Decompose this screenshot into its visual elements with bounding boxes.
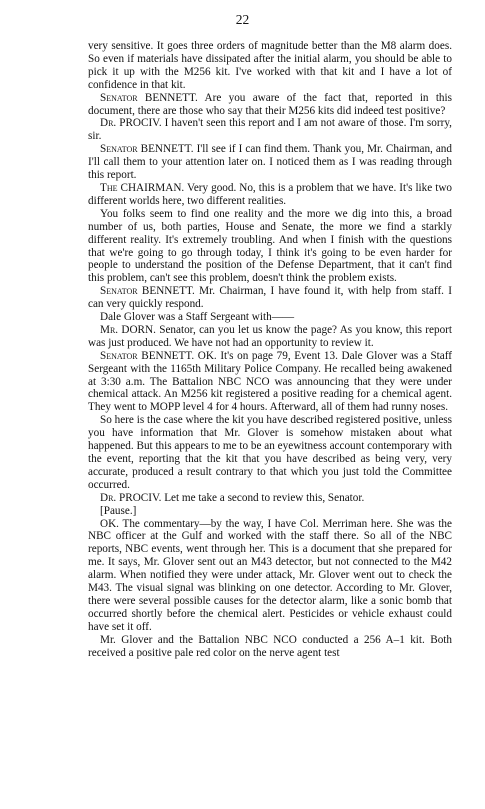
speaker-name: Senator BENNETT. — [100, 91, 198, 104]
paragraph — [88, 208, 452, 285]
paragraph — [88, 117, 452, 143]
paragraph — [88, 634, 452, 660]
paragraph — [88, 518, 452, 634]
speaker-name: Dr. PROCIV. — [100, 117, 162, 130]
paragraph-text: You folks seem to find one reality and the more we dig into this, a broad number of us, both parties, House and Senate, the more we find a starkly different reality. It's extremely troubling. And when I finish with the questions that we're going to go through today, I think it's going to be even harder for people to understand the position of the Defense Department, that it can't find this problem, can't see this problem, doesn't think the problem exists. — [88, 207, 452, 285]
paragraph — [88, 350, 452, 415]
speaker-name: Mr. DORN. — [100, 323, 156, 336]
paragraph — [88, 143, 452, 182]
paragraph-text: very sensitive. It goes three orders of magnitude better than the M8 alarm does. So even if materials have dissipated after the initial alarm, you should be able to pick it up with the M256 kit. I've worked with that kit and I have a lot of confidence in that kit. — [88, 40, 452, 91]
paragraph — [88, 182, 452, 208]
paragraph-text: I haven't seen this report and I am not aware of those. I'm sorry, sir. — [88, 117, 452, 143]
paragraph-text: Let me take a second to review this, Senator. — [161, 491, 365, 504]
speaker-name: Senator BENNETT. — [100, 349, 195, 362]
paragraph — [88, 414, 452, 491]
page-number: 22 — [235, 12, 250, 27]
paragraph-text: Mr. Glover and the Battalion NBC NCO conducted a 256 A–1 kit. Both received a positive pale red color on the nerve agent test — [88, 633, 452, 659]
speaker-name: Senator BENNETT. — [100, 143, 194, 156]
paragraph-text: I'll see if I can find them. Thank you, Mr. Chairman, and I'll call them to your attention later on. I noticed them as I was reading through this report. — [88, 143, 452, 182]
speaker-name: Senator BENNETT. — [100, 285, 195, 298]
paragraph-text: OK. The commentary—by the way, I have Col. Merriman here. She was the NBC officer at the Gulf and worked with the staff there. So all of the NBC reports, NBC events, went through her. This is a document that she prepared for me. It says, Mr. Glover sent out an M43 detector, but not connected to the M42 alarm. When notified they were under attack, Mr. Glover went out to check the M43. The visual signal was blinking on one detector. According to Mr. Glover, there were several possible causes for the detector alarm, like a sonic bomb that occurred shortly before the chemical alert. Pesticides or vehicle exhaust could have set it off. — [88, 517, 452, 633]
paragraph — [88, 40, 452, 92]
paragraph-text: So here is the case where the kit you have described registered positive, unless you have information that Mr. Glover is somehow mistaken about what happened. But this appears to me to be an eyewitness account contemporary with the event, reporting that the kit that you have described as being very, very accurate, produced a result contrary to that which you just told the Committee occurred. — [88, 414, 452, 491]
paragraph-text: [Pause.] — [100, 504, 137, 517]
paragraph-text: Mr. Chairman, I have found it, with help from staff. I can very quickly respond. — [88, 285, 452, 311]
paragraph-text: Dale Glover was a Staff Sergeant with—— — [100, 311, 295, 324]
paragraph-text: Senator, can you let us know the page? As you know, this report was just produced. We have not had an opportunity to review it. — [88, 323, 452, 349]
speaker-name: Dr. PROCIV. — [100, 491, 162, 504]
document-body — [88, 40, 452, 660]
paragraph-text: Are you aware of the fact that, reported in this document, there are those who say that their M256 kits did indeed test positive? — [88, 91, 452, 117]
paragraph-text: Very good. No, this is a problem that we have. It's like two different worlds here, two different realities. — [88, 181, 452, 207]
paragraph — [88, 311, 452, 324]
paragraph — [88, 92, 452, 118]
paragraph — [88, 324, 452, 350]
paragraph — [88, 492, 452, 505]
paragraph — [88, 285, 452, 311]
paragraph-text: OK. It's on page 79, Event 13. Dale Glover was a Staff Sergeant with the 1165th Military Police Company. He recalled being awakened at 3:30 a.m. The Battalion NBC NCO was announcing that they were under chemical attack. An M256 kit registered a positive reading for a chemical agent. They went to MOPP level 4 for 4 hours. Afterward, all of them had runny noses. — [88, 349, 452, 414]
paragraph — [88, 505, 452, 518]
speaker-name: The CHAIRMAN. — [100, 181, 185, 194]
